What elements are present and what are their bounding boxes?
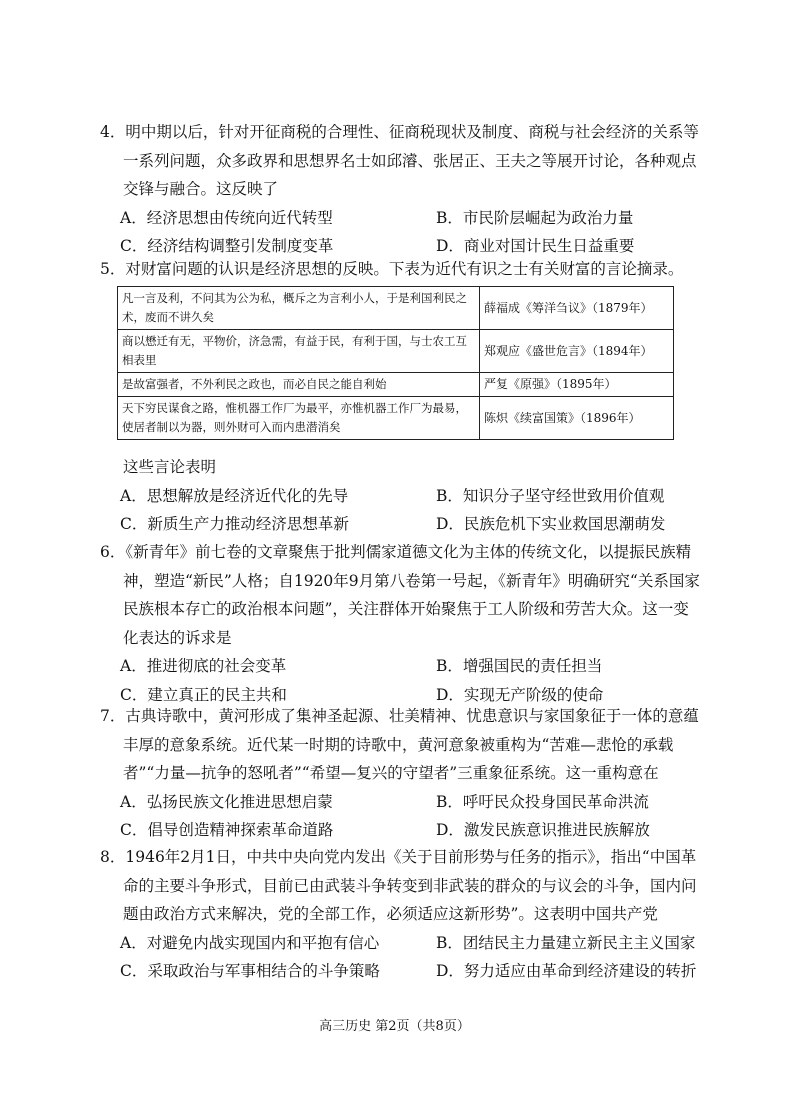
question-4 [100, 118, 700, 261]
source-cell: 陈炽《续富国策》（1896年） [480, 397, 674, 440]
option-c: C．建立真正的民主共和 [120, 685, 287, 704]
option-c: C．经济结构调整引发制度变革 [120, 237, 334, 255]
option-d: D．激发民族意识推进民族解放 [436, 821, 650, 839]
option-d: D．实现无产阶级的使命 [436, 685, 604, 704]
options-row [100, 204, 700, 233]
question-8 [100, 843, 700, 986]
options-row [100, 957, 700, 986]
question-stem: 8．1946年2月1日，中共中央向党内发出《关于目前形势与任务的指示》，指出“中国革命的主要斗争形式，目前已由武装斗争转变到非武装的群众的与议会的斗争，国内问题由政治方式来解决，党的全部工作，必须适应这新形势”。这表明中国共产党 [100, 848, 697, 923]
options-row [100, 510, 700, 539]
table-row [118, 330, 674, 373]
question-tail: 这些言论表明 [123, 458, 217, 476]
options-row [100, 652, 700, 681]
question-6 [100, 538, 700, 709]
question-stem: 5．对财富问题的认识是经济思想的反映。下表为近代有识之士有关财富的言论摘录。 [100, 260, 684, 278]
quote-cell: 天下穷民谋食之路，惟机器工作厂为最平，亦惟机器工作厂为最易，使居者制以为器，则外财可入而内患潜消矣 [118, 397, 480, 440]
page-footer: 高三历史 第2页（共8页） [319, 1019, 470, 1034]
quote-cell: 凡一言及利，不问其为公为私，概斥之为言利小人，于是利国利民之术，废而不讲久矣 [118, 287, 480, 330]
quote-cell: 商以懋迁有无，平物价，济急需，有益于民，有利于国，与士农工互相表里 [118, 330, 480, 373]
options-row [100, 482, 700, 511]
table-row [118, 397, 674, 440]
option-b: B．知识分子坚守经世致用价值观 [436, 486, 665, 505]
question-5-stem [100, 255, 700, 284]
option-b: B．呼吁民众投身国民革命洪流 [436, 792, 649, 811]
option-c: C．采取政治与军事相结合的斗争策略 [120, 962, 380, 980]
option-a: A．弘扬民族文化推进思想启蒙 [120, 792, 333, 811]
option-a: A．推进彻底的社会变革 [120, 657, 287, 675]
question-5-tail [100, 453, 700, 539]
option-a: A．对避免内战实现国内和平抱有信心 [120, 933, 380, 952]
option-b: B．增强国民的责任担当 [436, 657, 603, 675]
option-a: A．经济思想由传统向近代转型 [120, 208, 333, 227]
options-row [100, 816, 700, 845]
option-b: B．团结民主力量建立新民主主义国家 [436, 933, 696, 952]
quote-cell: 是故富强者，不外利民之政也，而必自民之能自利始 [118, 373, 480, 397]
question-stem: 6．《新青年》前七卷的文章聚焦于批判儒家道德文化为主体的传统文化，以提振民族精神，塑造“新民”人格；自1920年9月第八卷第一号起，《新青年》明确研究“关系国家民族根本存亡的政治根本问题”，关注群体开始聚焦于工人阶级和劳苦大众。这一变化表达的诉求是 [100, 543, 700, 647]
table-row [118, 373, 674, 397]
quotes-table [117, 286, 674, 440]
option-d: D．民族危机下实业救国思潮萌发 [436, 515, 666, 533]
question-7 [100, 702, 700, 845]
source-cell: 严复《原强》（1895年） [480, 373, 674, 397]
question-stem: 7．古典诗歌中，黄河形成了集神圣起源、壮美精神、忧患意识与家国象征于一体的意蕴丰厚的意象系统。近代某一时期的诗歌中，黄河意象被重构为“苦难—悲怆的承载者”“力量—抗争的怒吼者”“希望—复兴的守望者”三重象征系统。这一重构意在 [100, 707, 699, 782]
option-d: D．商业对国计民生日益重要 [436, 237, 635, 255]
options-row [100, 929, 700, 958]
options-row [100, 788, 700, 817]
option-c: C．新质生产力推动经济思想革新 [120, 515, 349, 533]
option-c: C．倡导创造精神探索革命道路 [120, 821, 334, 839]
question-stem: 4．明中期以后，针对开征商税的合理性、征商税现状及制度、商税与社会经济的关系等一系列问题，众多政界和思想界名士如邱濬、张居正、王夫之等展开讨论，各种观点交锋与融合。这反映了 [100, 123, 699, 198]
source-cell: 薛福成《筹洋刍议》（1879年） [480, 287, 674, 330]
option-b: B．市民阶层崛起为政治力量 [436, 208, 634, 227]
source-cell: 郑观应《盛世危言》（1894年） [480, 330, 674, 373]
option-d: D．努力适应由革命到经济建设的转折 [436, 962, 697, 980]
table-row [118, 287, 674, 330]
option-a: A．思想解放是经济近代化的先导 [120, 486, 349, 505]
